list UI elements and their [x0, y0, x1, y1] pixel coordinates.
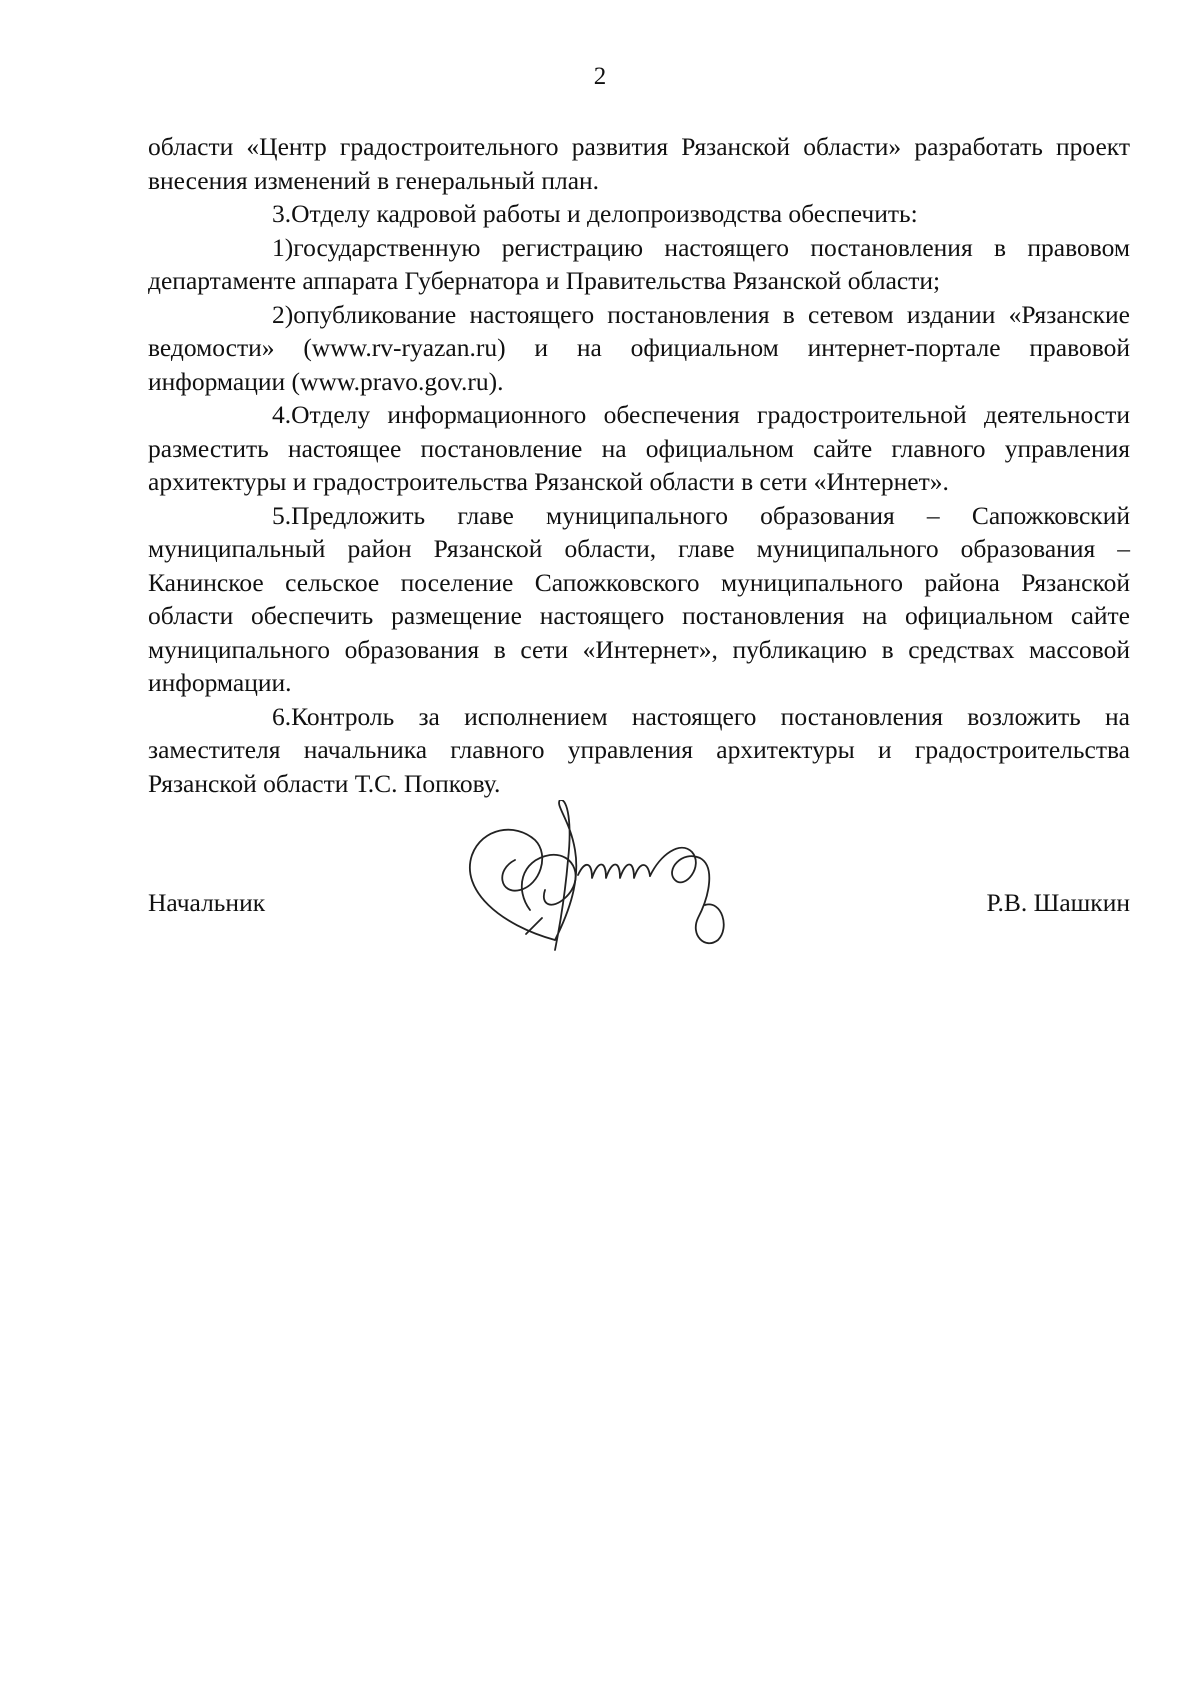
paragraph-text: Контроль за исполнением настоящего постановления возложить на заместителя начальника главного управления архитектуры и градостроительства Рязанской области Т.С. Попкову. — [148, 701, 1130, 798]
paragraph-item-3 — [148, 197, 1130, 231]
paragraph-number: 6. — [272, 701, 292, 731]
paragraph-text: Отделу информационного обеспечения градостроительной деятельности разместить настоящее постановление на официальном сайте главного управления архитектуры и градостроительства Рязанской области в сети «Интернет». — [148, 400, 1130, 496]
paragraph-number: 5. — [272, 500, 292, 530]
document-body — [148, 130, 1130, 800]
page-number: 2 — [593, 63, 607, 90]
paragraph-text: Предложить главе муниципального образования – Сапожковский муниципальный район Рязанской области, главе муниципального образования – Канинское сельское поселение Сапожковского муниципального района Рязанской области обеспечить размещение настоящего постановления на официальном сайте муниципального образования в сети «Интернет», публикацию в средствах массовой информации. — [148, 500, 1130, 697]
paragraph-continuation — [148, 130, 1130, 197]
paragraph-text: области «Центр градостроительного развития Рязанской области» разработать проект внесения изменений в генеральный план. — [148, 132, 1130, 195]
paragraph-text: опубликование настоящего постановления в сетевом издании «Рязанские ведомости» (www.rv-ryazan.ru) и на официальном интернет-портале правовой информации (www.pravo.gov.ru). — [148, 299, 1130, 396]
paragraph-number: 1) — [272, 232, 294, 262]
paragraph-subitem-1 — [148, 231, 1130, 298]
paragraph-number: 4. — [272, 400, 292, 429]
paragraph-text: государственную регистрацию настоящего постановления в правовом департаменте аппарата Губернатора и Правительства Рязанской области; — [148, 232, 1130, 295]
paragraph-subitem-2 — [148, 298, 1130, 399]
paragraph-number: 2) — [272, 299, 294, 329]
paragraph-text: Отделу кадровой работы и делопроизводства обеспечить: — [291, 199, 918, 228]
signer-name: Р.В. Шашкин — [986, 888, 1130, 917]
paragraph-number: 3. — [272, 199, 292, 228]
paragraph-item-5 — [148, 499, 1130, 700]
signer-position: Начальник — [148, 888, 266, 917]
handwritten-signature-icon — [460, 800, 790, 970]
paragraph-item-4 — [148, 398, 1130, 499]
paragraph-item-6 — [148, 700, 1130, 801]
